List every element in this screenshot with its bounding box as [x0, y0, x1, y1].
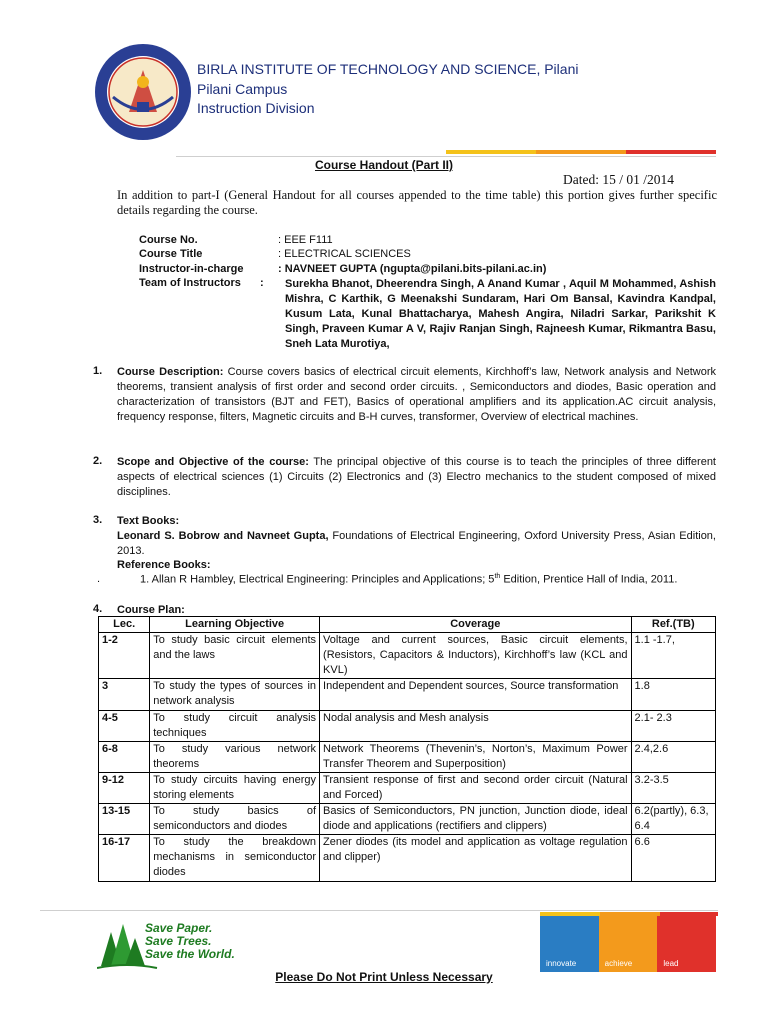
course-no-label: Course No.: [139, 234, 198, 246]
cell-coverage: Zener diodes (its model and application as voltage regulation and clipper): [320, 835, 632, 882]
table-header-row: [99, 617, 716, 633]
course-description-heading: Course Description:: [117, 366, 224, 378]
team-colon: :: [260, 277, 264, 289]
footer-divider: [40, 910, 718, 911]
bits-pilani-seal-icon: [93, 42, 193, 142]
table-row: [99, 633, 716, 679]
scope-objective: [117, 455, 716, 500]
page-title: Course Handout (Part II): [314, 158, 453, 172]
column-header-objective: Learning Objective: [150, 617, 320, 633]
cell-lec: 13-15: [99, 804, 150, 835]
cell-lec: 16-17: [99, 835, 150, 882]
brand-achieve-panel: [599, 916, 658, 972]
institute-name: BIRLA INSTITUTE OF TECHNOLOGY AND SCIENCE, Pilani: [197, 61, 579, 77]
brand-innovate-label: innovate: [546, 959, 577, 968]
table-row: [99, 835, 716, 882]
brand-lead-panel: [657, 916, 716, 972]
cell-objective: To study basics of semiconductors and diodes: [150, 804, 320, 835]
cell-lec: 4-5: [99, 711, 150, 742]
scope-objective-text: The principal objective of this course is to teach the principles of three different aspects of electrical sciences (1) Circuits (2) Electronics and (3) Electro mechanics to the student composed of mixed disciplines.: [117, 456, 716, 498]
slogan-line-1: Save Paper.: [145, 921, 213, 935]
cell-ref: 1.8: [631, 679, 715, 711]
course-no-value: : EEE F111: [278, 234, 333, 246]
brand-strip: [540, 916, 716, 972]
column-header-lec: Lec.: [99, 617, 150, 633]
cell-ref: 6.2(partly), 6.3, 6.4: [631, 804, 715, 835]
cell-objective: To study basic circuit elements and the laws: [150, 633, 320, 679]
course-plan-table: [98, 616, 716, 882]
brand-innovate-panel: [540, 916, 599, 972]
cell-ref: 3.2-3.5: [631, 773, 715, 804]
cell-ref: 2.4,2.6: [631, 742, 715, 773]
cell-objective: To study the types of sources in network analysis: [150, 679, 320, 711]
cell-lec: 3: [99, 679, 150, 711]
header-color-bar: [446, 150, 716, 154]
course-plan-heading: Course Plan:: [117, 604, 185, 616]
cell-coverage: Independent and Dependent sources, Source transformation: [320, 679, 632, 711]
table-row: [99, 804, 716, 835]
brand-achieve-label: achieve: [604, 959, 633, 968]
text-books-heading: Text Books:: [117, 515, 180, 527]
instructor-in-charge-label: Instructor-in-charge: [139, 263, 244, 275]
course-description-text: Course covers basics of electrical circuit elements, Kirchhoff’s law, Network analysis and Network theorems, transient analysis of first order and second order circuits. , Semiconductors and diodes, Basic operation and characterization of transistors (BJT and FET), Basics of operational amplifiers and its application.AC circuit analysis, frequency response, filters, Magnetic circuits and B-H curves, transformer, Overview of electrical machines.: [117, 366, 716, 423]
cell-coverage: Voltage and current sources, Basic circuit elements, (Resistors, Capacitors & Inductors), Kirchhoff’s law (KCL and KVL): [320, 633, 632, 679]
campus-name: Pilani Campus: [197, 81, 288, 97]
table-row: [99, 679, 716, 711]
team-label: Team of Instructors: [139, 277, 241, 289]
reference-edition-sup: th: [494, 573, 501, 580]
section-1-number: 1.: [93, 365, 103, 377]
cell-coverage: Nodal analysis and Mesh analysis: [320, 711, 632, 742]
slogan-line-3: Save the World.: [145, 947, 235, 961]
reference-book-entry: [140, 573, 677, 586]
team-of-instructors: Surekha Bhanot, Dheerendra Singh, A Anand Kumar , Aquil M Mohammed, Ashish Mishra, C Karthik, G Meenakshi Sundaram, Hari Om Bansal, Kavindra Kandpal, Kusum Lata, Kunal Bhattacharya, Mahesh Angira, Niladri Sarkar, Parikshit K Singh, Praveen Kumar A V, Rajiv Ranjan Singh, Rajneesh Kumar, Rikmantra Basu, Sneh Lata Murotiya,: [285, 278, 716, 350]
scope-objective-heading: Scope and Objective of the course:: [117, 456, 309, 468]
course-description: [117, 365, 716, 425]
section-2-number: 2.: [93, 455, 103, 467]
column-header-coverage: Coverage: [320, 617, 632, 633]
cell-ref: 6.6: [631, 835, 715, 882]
brand-lead-label: lead: [663, 959, 679, 968]
cell-coverage: Basics of Semiconductors, PN junction, Junction diode, ideal diode and applications (rectifiers and clippers): [320, 804, 632, 835]
cell-objective: To study circuits having energy storing elements: [150, 773, 320, 804]
table-row: [99, 773, 716, 804]
division-name: Instruction Division: [197, 100, 315, 116]
intro-paragraph: In addition to part-I (General Handout for all courses appended to the time table) this portion gives further specific details regarding the course.: [117, 188, 717, 217]
save-paper-slogan: [145, 922, 235, 961]
section-3-number: 3.: [93, 514, 103, 526]
reference-book-text: 1. Allan R Hambley, Electrical Engineering: Principles and Applications; 5: [140, 573, 495, 586]
cell-lec: 9-12: [99, 773, 150, 804]
cell-lec: 1-2: [99, 633, 150, 679]
cell-ref: 2.1- 2.3: [631, 711, 715, 742]
cell-coverage: Network Theorems (Thevenin’s, Norton’s, Maximum Power Transfer Theorem and Superposition): [320, 742, 632, 773]
header-divider: [176, 156, 716, 157]
section-4-number: 4.: [93, 603, 103, 615]
text-book-entry: [117, 529, 716, 559]
cell-objective: To study the breakdown mechanisms in semiconductor diodes: [150, 835, 320, 882]
table-row: [99, 742, 716, 773]
cell-objective: To study various network theorems: [150, 742, 320, 773]
slogan-line-2: Save Trees.: [145, 934, 212, 948]
cell-coverage: Transient response of first and second order circuit (Natural and Forced): [320, 773, 632, 804]
cell-lec: 6-8: [99, 742, 150, 773]
reference-book-rest: Edition, Prentice Hall of India, 2011.: [500, 573, 678, 586]
reference-books-heading: Reference Books:: [117, 559, 211, 571]
instructor-in-charge-value: : NAVNEET GUPTA (ngupta@pilani.bits-pilani.ac.in): [278, 263, 547, 275]
course-title-value: : ELECTRICAL SCIENCES: [278, 248, 411, 260]
column-header-ref: Ref.(TB): [631, 617, 715, 633]
course-title-label: Course Title: [139, 248, 203, 260]
table-row: [99, 711, 716, 742]
cell-objective: To study circuit analysis techniques: [150, 711, 320, 742]
cell-ref: 1.1 -1.7,: [631, 633, 715, 679]
footer-note: Please Do Not Print Unless Necessary: [275, 970, 493, 984]
text-book-title: Foundations of Electrical Engineering, Oxford University Press, Asian Edition, 2013.: [117, 530, 716, 557]
document-date: Dated: 15 / 01 /2014: [563, 172, 674, 187]
reference-bullet: .: [97, 573, 101, 585]
text-book-authors: Leonard S. Bobrow and Navneet Gupta,: [117, 530, 329, 542]
